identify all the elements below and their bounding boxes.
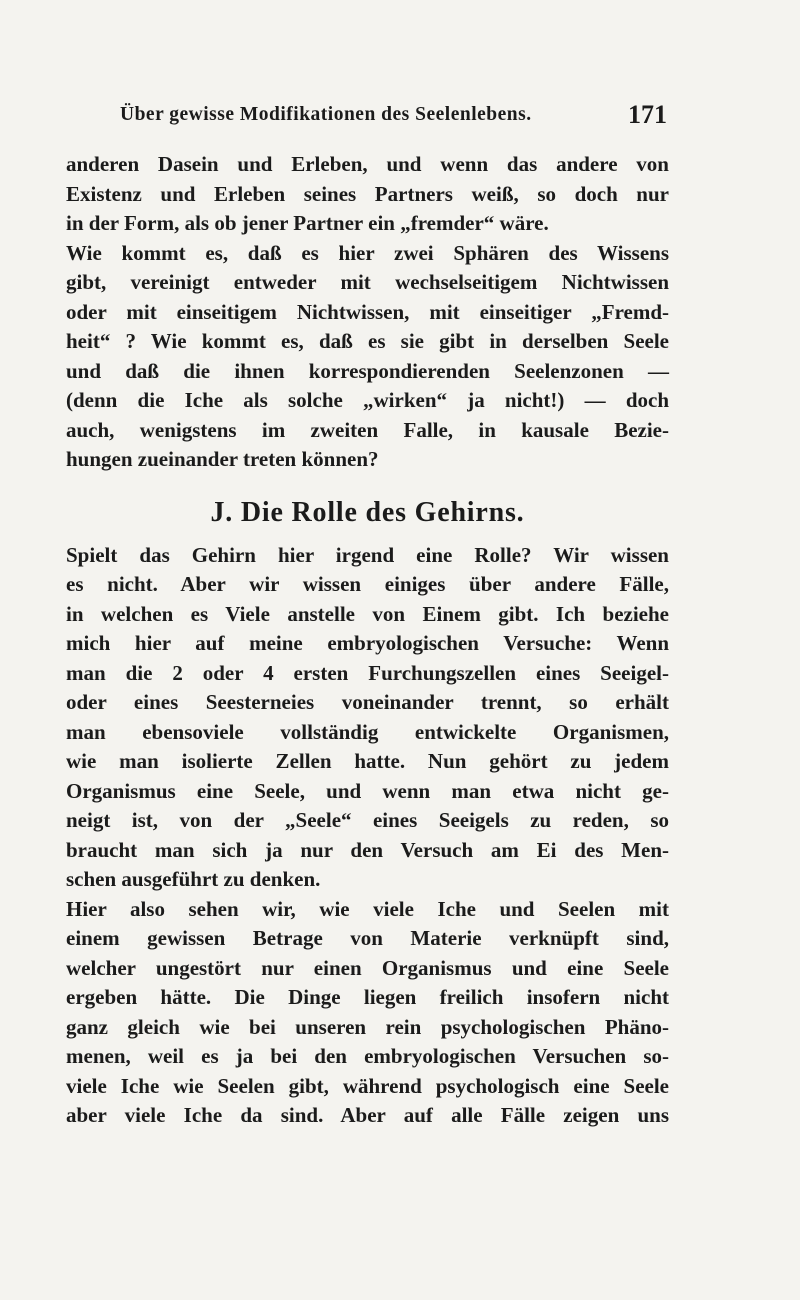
text-line: viele Iche wie Seelen gibt, während psychologisch eine Seele bbox=[66, 1073, 669, 1098]
text-line: man die 2 oder 4 ersten Furchungszellen eines Seeigel- bbox=[66, 660, 669, 685]
text-line: wie man isolierte Zellen hatte. Nun gehört zu jedem bbox=[66, 749, 669, 773]
text-line: Existenz und Erleben seines Partners weiß, so doch nur bbox=[66, 181, 669, 206]
text-line: gibt, vereinigt entweder mit wechselseitigem Nichtwissen bbox=[66, 270, 669, 294]
text-line: Hier also sehen wir, wie viele Iche und Seelen mit bbox=[66, 896, 669, 921]
text-line: in welchen es Viele anstelle von Einem gibt. Ich beziehe bbox=[66, 601, 669, 626]
text-line: (denn die Iche als solche „wirken“ ja nicht!) — doch bbox=[66, 388, 669, 412]
text-line: Organismus eine Seele, und wenn man etwa nicht ge- bbox=[66, 778, 669, 803]
text-line: menen, weil es ja bei den embryologischen Versuchen so- bbox=[66, 1044, 669, 1068]
text-line: neigt ist, von der „Seele“ eines Seeigels zu reden, so bbox=[66, 808, 669, 832]
text-line: mich hier auf meine embryologischen Versuche: Wenn bbox=[66, 631, 669, 655]
text-line: welcher ungestört nur einen Organismus und eine Seele bbox=[66, 955, 669, 980]
section-heading: J. Die Rolle des Gehirns. bbox=[210, 496, 525, 528]
running-head bbox=[120, 100, 667, 134]
text-line: schen ausgeführt zu denken. bbox=[66, 867, 321, 891]
text-line: anderen Dasein und Erleben, und wenn das andere von bbox=[66, 152, 669, 176]
text-line: man ebensoviele vollständig entwickelte Organismen, bbox=[66, 719, 669, 744]
text-line: hungen zueinander treten können? bbox=[66, 447, 379, 471]
running-title: Über gewisse Modifikationen des Seelenlebens. bbox=[120, 104, 532, 125]
text-line: oder eines Seesterneies voneinander trennt, so erhält bbox=[66, 690, 669, 714]
text-line: Spielt das Gehirn hier irgend eine Rolle? Wir wissen bbox=[66, 542, 669, 567]
text-line: es nicht. Aber wir wissen einiges über andere Fälle, bbox=[66, 572, 669, 596]
text-line: und daß die ihnen korrespondierenden Seelenzonen — bbox=[66, 358, 669, 383]
text-line: auch, wenigstens im zweiten Falle, in kausale Bezie- bbox=[66, 417, 669, 442]
text-line: aber viele Iche da sind. Aber auf alle Fälle zeigen uns bbox=[66, 1103, 669, 1127]
text-line: Wie kommt es, daß es hier zwei Sphären des Wissens bbox=[66, 240, 669, 265]
text-line: ergeben hätte. Die Dinge liegen freilich insofern nicht bbox=[66, 985, 669, 1009]
text-line: ganz gleich wie bei unseren rein psychologischen Phäno- bbox=[66, 1014, 669, 1039]
text-line: einem gewissen Betrage von Materie verknüpft sind, bbox=[66, 926, 669, 950]
text-line: braucht man sich ja nur den Versuch am Ei des Men- bbox=[66, 837, 669, 862]
text-line: oder mit einseitigem Nichtwissen, mit einseitiger „Fremd- bbox=[66, 299, 669, 324]
body-text bbox=[66, 150, 669, 1131]
page-number: 171 bbox=[628, 100, 667, 129]
text-line: heit“ ? Wie kommt es, daß es sie gibt in derselben Seele bbox=[66, 329, 669, 353]
text-line: in der Form, als ob jener Partner ein „fremder“ wäre. bbox=[66, 211, 549, 235]
